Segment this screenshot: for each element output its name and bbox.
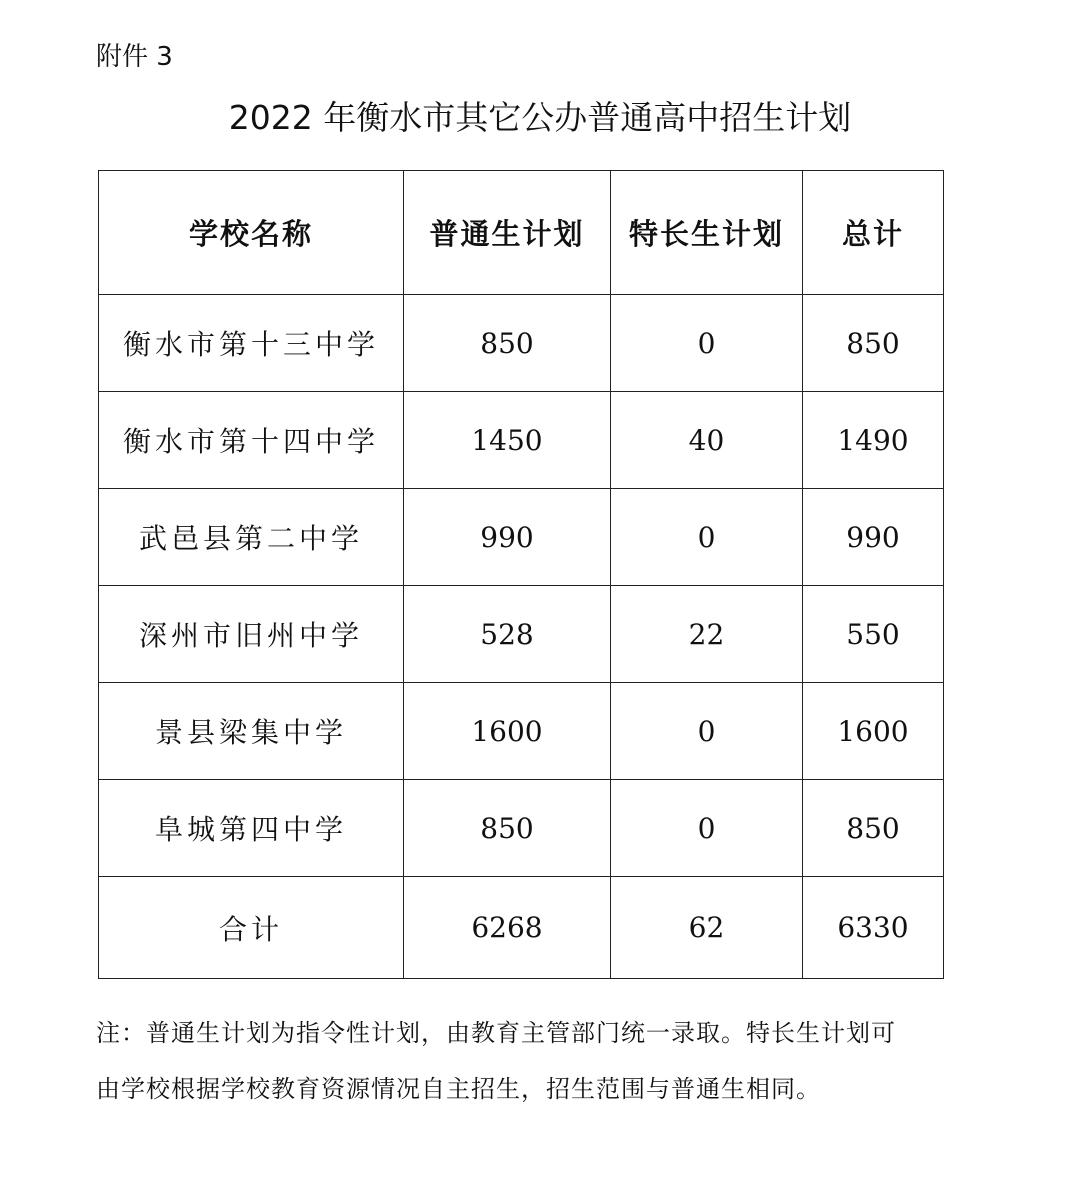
attachment-label: 附件 3: [96, 42, 173, 72]
regular-plan-cell: 528: [404, 586, 611, 683]
footnote-line-2: 由学校根据学校教育资源情况自主招生，招生范围与普通生相同。: [96, 1075, 821, 1103]
total-cell: 1490: [803, 392, 944, 489]
table-row: [99, 392, 944, 489]
regular-plan-cell: 850: [404, 780, 611, 877]
special-plan-cell: 0: [611, 489, 803, 586]
special-plan-total-cell: 62: [611, 877, 803, 979]
school-name-cell: 衡水市第十四中学: [99, 392, 404, 489]
table-row: [99, 780, 944, 877]
table-header-row: [99, 171, 944, 295]
special-plan-cell: 22: [611, 586, 803, 683]
total-cell: 990: [803, 489, 944, 586]
header-total: 总计: [803, 171, 944, 295]
header-school-name: 学校名称: [99, 171, 404, 295]
regular-plan-total-cell: 6268: [404, 877, 611, 979]
special-plan-cell: 0: [611, 295, 803, 392]
total-cell: 850: [803, 295, 944, 392]
footnote: [96, 1005, 976, 1117]
header-special-plan: 特长生计划: [611, 171, 803, 295]
table-row: [99, 683, 944, 780]
regular-plan-cell: 1600: [404, 683, 611, 780]
regular-plan-cell: 1450: [404, 392, 611, 489]
total-cell: 850: [803, 780, 944, 877]
table-row: [99, 489, 944, 586]
table-total-row: [99, 877, 944, 979]
special-plan-cell: 0: [611, 683, 803, 780]
footnote-line-1: 注：普通生计划为指令性计划，由教育主管部门统一录取。特长生计划可: [96, 1019, 896, 1047]
total-cell: 1600: [803, 683, 944, 780]
enrollment-plan-table: [98, 170, 944, 979]
regular-plan-cell: 990: [404, 489, 611, 586]
school-name-cell: 衡水市第十三中学: [99, 295, 404, 392]
regular-plan-cell: 850: [404, 295, 611, 392]
table-row: [99, 295, 944, 392]
document-title: 2022 年衡水市其它公办普通高中招生计划: [228, 98, 852, 137]
school-name-cell: 深州市旧州中学: [99, 586, 404, 683]
school-name-cell: 武邑县第二中学: [99, 489, 404, 586]
school-name-cell: 景县梁集中学: [99, 683, 404, 780]
table-row: [99, 586, 944, 683]
total-label-cell: 合计: [99, 877, 404, 979]
special-plan-cell: 0: [611, 780, 803, 877]
grand-total-cell: 6330: [803, 877, 944, 979]
header-regular-plan: 普通生计划: [404, 171, 611, 295]
school-name-cell: 阜城第四中学: [99, 780, 404, 877]
special-plan-cell: 40: [611, 392, 803, 489]
total-cell: 550: [803, 586, 944, 683]
